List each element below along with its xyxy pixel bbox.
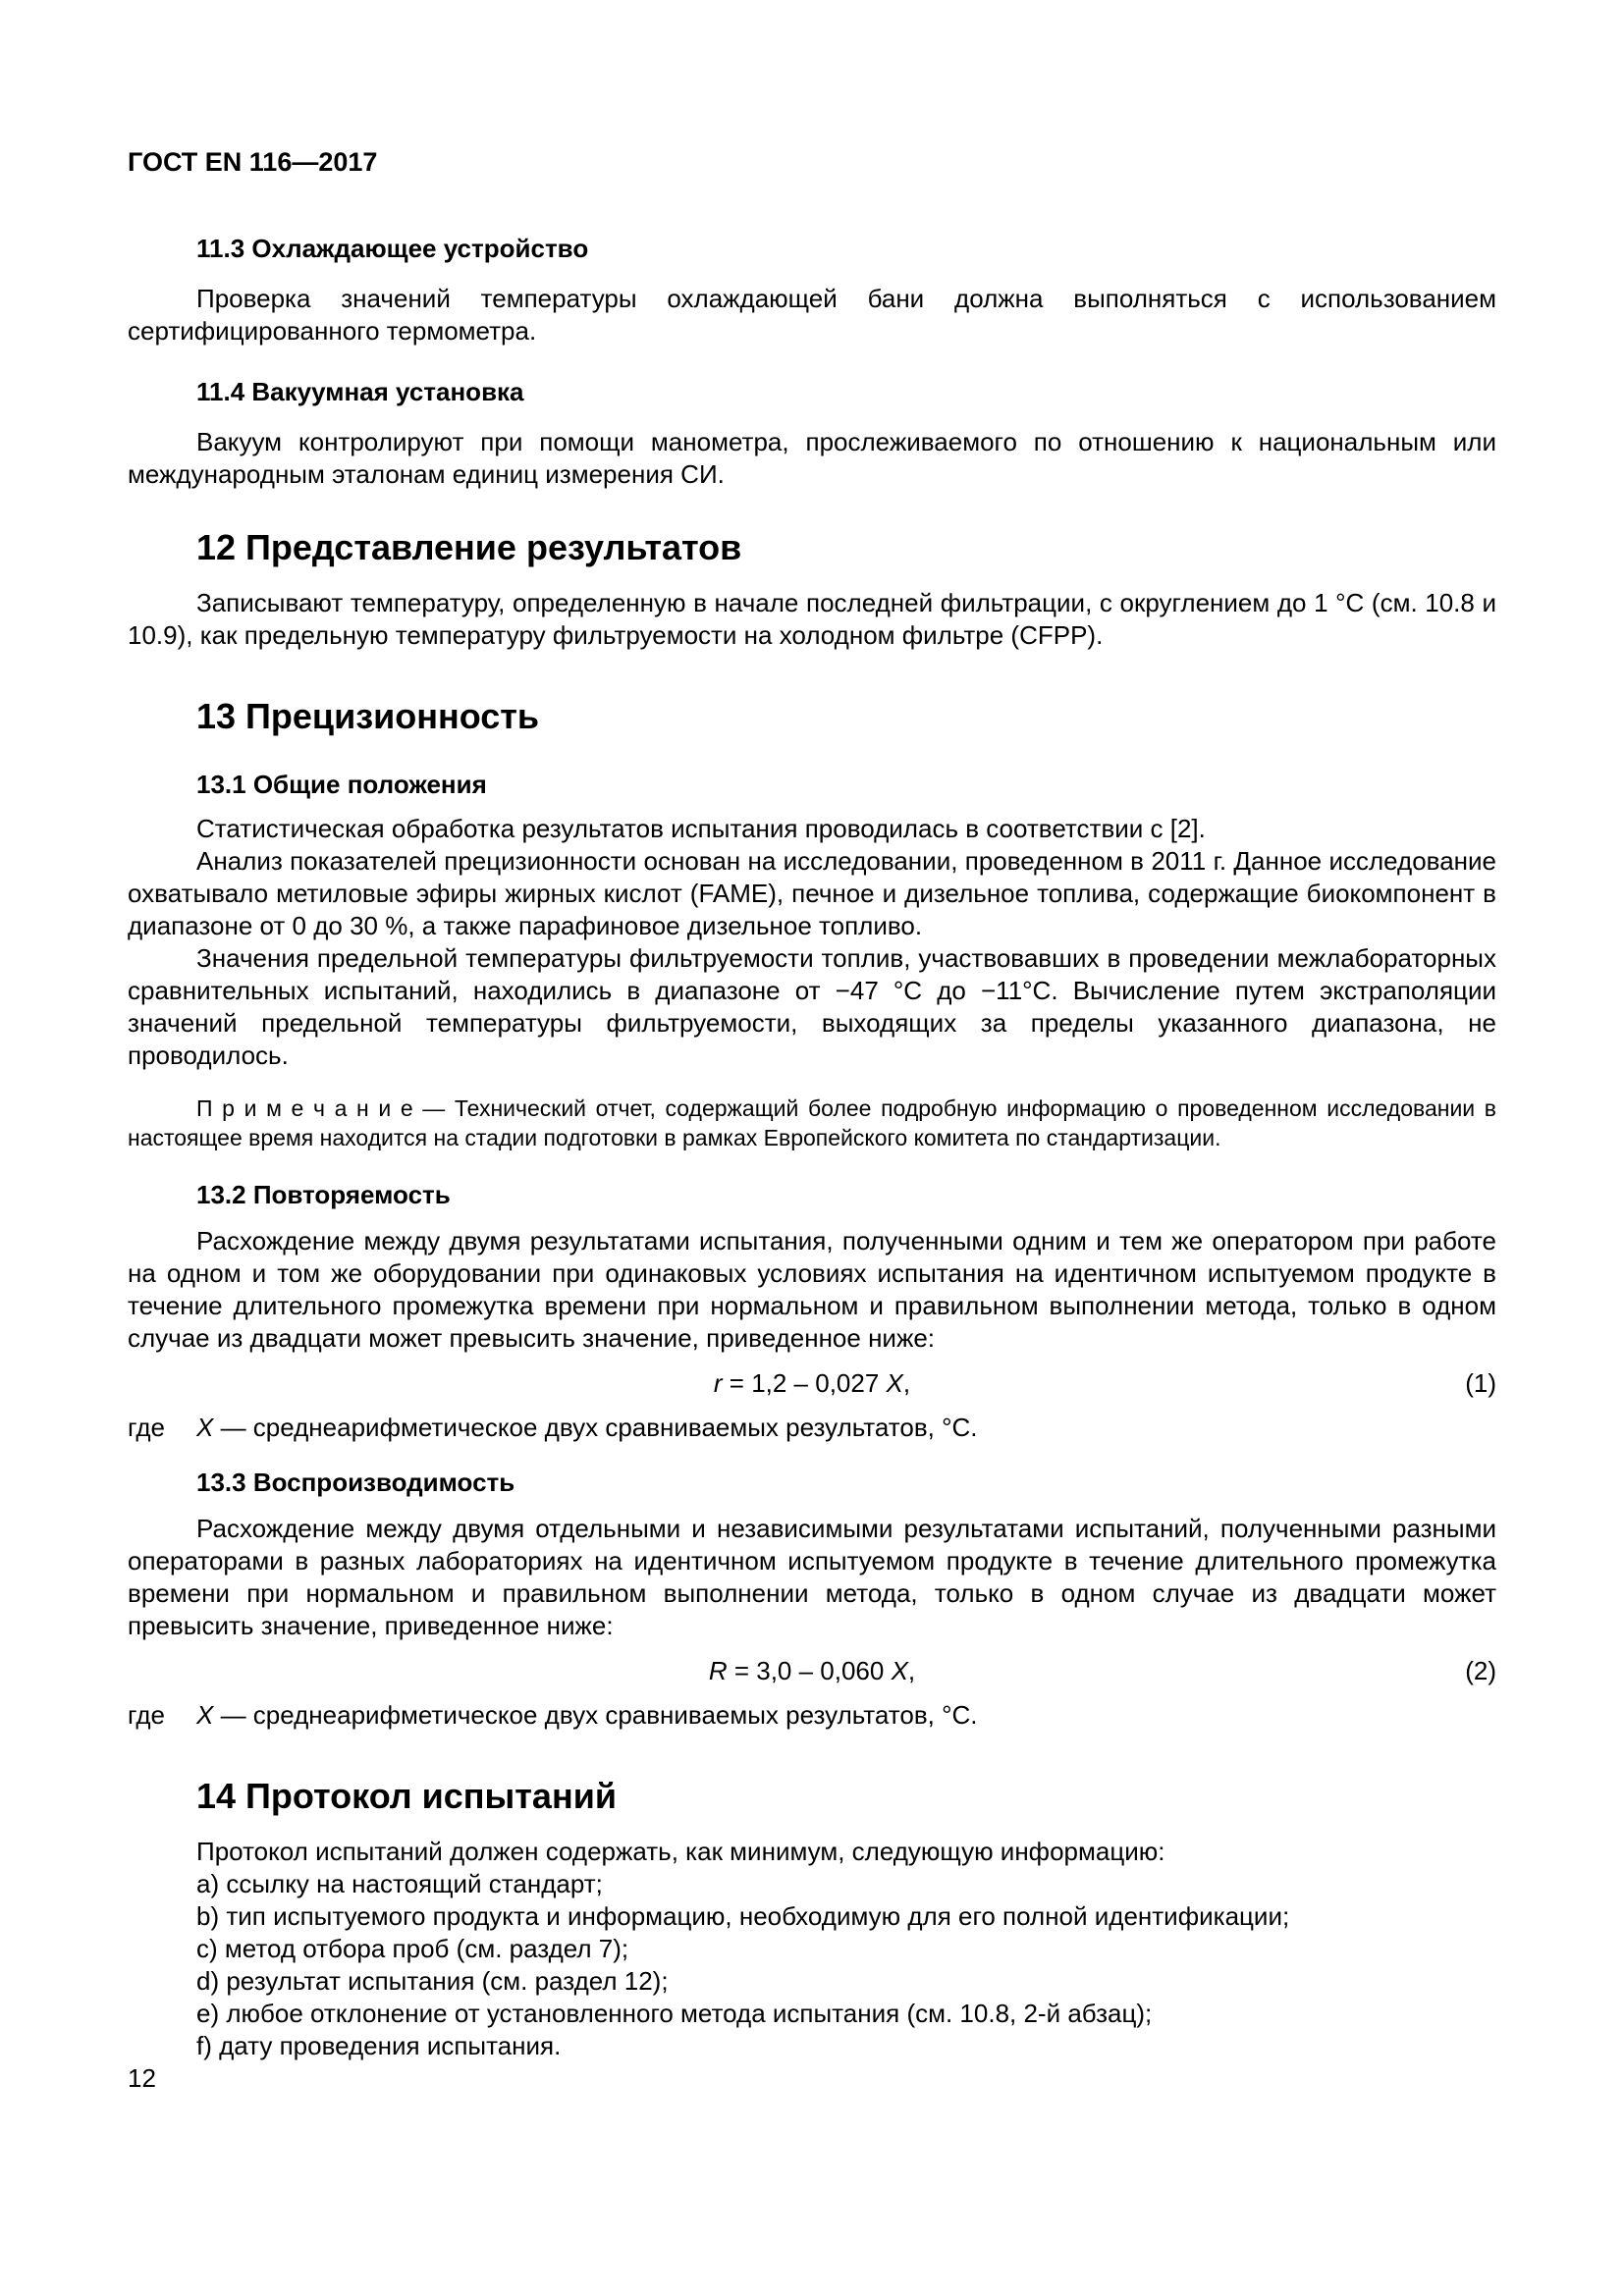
formula-repeatability xyxy=(128,1366,1496,1400)
list-item-f: f) дату проведения испытания. xyxy=(196,2031,562,2060)
where-variable: X xyxy=(196,1413,214,1442)
chapter-heading-13: 13 Прецизионность xyxy=(196,696,539,736)
paragraph-12: Записывают температуру, определенную в начале последней фильтрации, с округлением до 1 °С (см. 10.8 и 10.9), как предельную температуру фильтруемости на холодном фильтре (CFPP). xyxy=(128,588,1496,650)
section-heading-13-2: 13.2 Повторяемость xyxy=(196,1180,451,1209)
formula-number: (1) xyxy=(1465,1368,1496,1398)
list-item-a: a) ссылку на настоящий стандарт; xyxy=(196,1869,603,1898)
chapter-heading-14: 14 Протокол испытаний xyxy=(196,1776,617,1816)
where-variable: X xyxy=(196,1700,214,1730)
paragraph-13-1-a: Статистическая обработка результатов испытания проводилась в соответствии с [2]. xyxy=(196,814,1206,843)
section-heading-11-3: 11.3 Охлаждающее устройство xyxy=(196,234,589,263)
formula-expression: R = 3,0 – 0,060 X, xyxy=(708,1656,916,1685)
where-label: где xyxy=(128,1413,165,1442)
paragraph-14-intro: Протокол испытаний должен содержать, как минимум, следующую информацию: xyxy=(196,1837,1165,1866)
document-code-header: ГОСТ EN 116—2017 xyxy=(128,147,378,177)
list-item-c: c) метод отбора проб (см. раздел 7); xyxy=(196,1934,629,1963)
page-number: 12 xyxy=(128,2063,156,2093)
formula-reproducibility xyxy=(128,1654,1496,1687)
formula-number: (2) xyxy=(1465,1656,1496,1685)
formula-where-repeatability xyxy=(128,1412,1496,1444)
paragraph-11-4: Вакуум контролируют при помощи манометра, прослеживаемого по отношению к национальным или международным эталонам единиц измерения СИ. xyxy=(128,427,1496,489)
paragraph-13-1-b: Анализ показателей прецизионности основан на исследовании, проведенном в 2011 г. Данное исследование охватывало метиловые эфиры жирных кислот (FAME), печное и дизельное топлива, содержащие биокомпонент в диапазоне от 0 до 30 %, а также парафиновое дизельное топливо. xyxy=(128,846,1496,940)
list-item-b: b) тип испытуемого продукта и информацию, необходимую для его полной идентификации; xyxy=(196,1901,1290,1931)
list-item-e: e) любое отклонение от установленного метода испытания (см. 10.8, 2-й абзац); xyxy=(196,1999,1153,2028)
section-heading-11-4: 11.4 Вакуумная установка xyxy=(196,377,524,406)
paragraph-13-1-c: Значения предельной температуры фильтруемости топлив, участвовавших в проведении межлабораторных сравнительных испытаний, находились в диапазоне от −47 °С до −11°С. Вычисление путем экстраполяции значений предельной температуры фильтруемости, выходящих за пределы указанного диапазона, не проводилось. xyxy=(128,943,1496,1070)
where-text: — среднеарифметическое двух сравниваемых результатов, °С. xyxy=(213,1413,978,1442)
paragraph-13-2: Расхождение между двумя результатами испытания, полученными одним и тем же оператором при работе на одном и том же оборудовании при одинаковых условиях испытания на идентичном испытуемом продукте в течение длительного промежутка времени при нормальном и правильном выполнении метода, только в одном случае из двадцати может превысить значение, приведенное ниже: xyxy=(128,1226,1496,1353)
note-paragraph: П р и м е ч а н и е — Технический отчет, содержащий более подробную информацию о проведенном исследовании в настоящее время находится на стадии подготовки в рамках Европейского комитета по стандартизации. xyxy=(128,1095,1496,1150)
formula-expression: r = 1,2 – 0,027 X, xyxy=(713,1368,911,1398)
where-text: — среднеарифметическое двух сравниваемых результатов, °С. xyxy=(213,1700,978,1730)
where-label: где xyxy=(128,1700,165,1730)
paragraph-11-3: Проверка значений температуры охлаждающей бани должна выполняться с использованием сертифицированного термометра. xyxy=(128,284,1496,346)
paragraph-13-3: Расхождение между двумя отдельными и независимыми результатами испытаний, полученными разными операторами в разных лабораториях на идентичном испытуемом продукте в течение длительного промежутка времени при нормальном и правильном выполнении метода, только в одном случае из двадцати может превысить значение, приведенное ниже: xyxy=(128,1514,1496,1640)
chapter-heading-12: 12 Представление результатов xyxy=(196,527,742,567)
section-heading-13-1: 13.1 Общие положения xyxy=(196,770,487,799)
formula-where-reproducibility xyxy=(128,1699,1496,1732)
section-heading-13-3: 13.3 Воспроизводимость xyxy=(196,1468,515,1497)
list-item-d: d) результат испытания (см. раздел 12); xyxy=(196,1966,669,1996)
